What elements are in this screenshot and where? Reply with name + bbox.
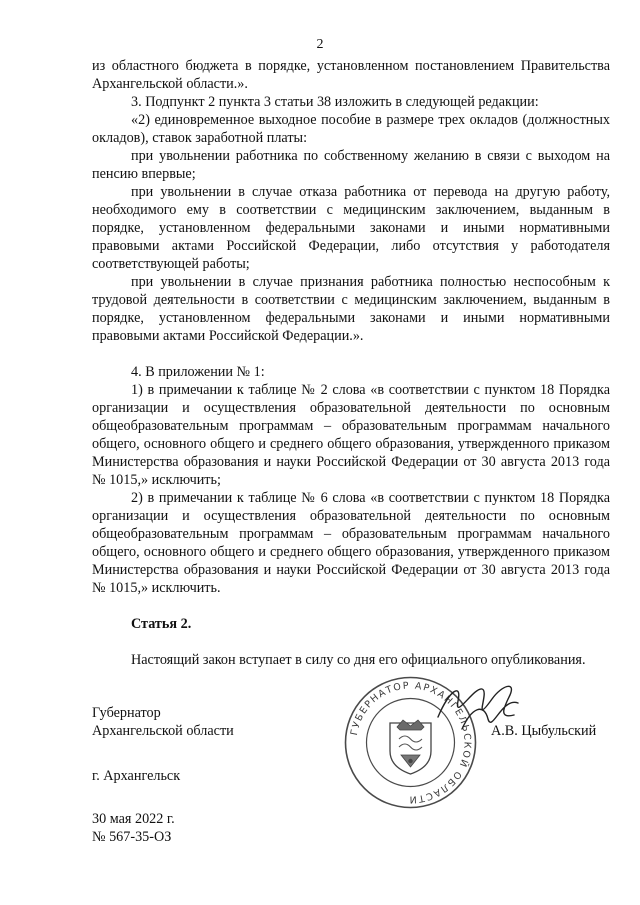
paragraph: 2) в примечании к таблице № 6 слова «в соответствии с пунктом 18 Порядка организации и осуществления образовательной деятельности по основным общеобразовательным программам – образовательным программам начального общего, основного общего и среднего общего образования, утвержденного приказом Министерства образования и науки Российской Федерации от 30 августа 2013 года № 1015,» исключить. xyxy=(92,490,610,596)
paragraph: 4. В приложении № 1: xyxy=(131,364,265,380)
paragraph: из областного бюджета в порядке, установленном постановлением Правительства Архангельской области.». xyxy=(92,58,610,92)
place-of-signing: г. Архангельск xyxy=(92,768,181,784)
signatory-title-line1: Губернатор xyxy=(92,705,161,721)
paragraph: «2) единовременное выходное пособие в размере трех окладов (должностных окладов), ставок заработной платы: xyxy=(92,112,610,146)
law-number: № 567-35-ОЗ xyxy=(92,829,172,845)
paragraph: при увольнении в случае отказа работника от перевода на другую работу, необходимого ему в соответствии с медицинским заключением, выданным в порядке, установленном федеральными законами и иными нормативными правовыми актами Российской Федерации, либо отсутствия у работодателя соответствующей работы; xyxy=(92,184,610,272)
article-text: Настоящий закон вступает в силу со дня его официального опубликования. xyxy=(131,652,586,668)
paragraph: при увольнении в случае признания работника полностью неспособным к трудовой деятельности в соответствии с медицинским заключением, выданным в порядке, установленном федеральными законами и иными нормативными правовыми актами Российской Федерации.». xyxy=(92,274,610,344)
law-body xyxy=(92,57,610,669)
signing-date: 30 мая 2022 г. xyxy=(92,811,175,827)
paragraph: 3. Подпункт 2 пункта 3 статьи 38 изложить в следующей редакции: xyxy=(131,94,539,110)
article-heading: Статья 2. xyxy=(131,616,192,632)
paragraph: при увольнении работника по собственному желанию в связи с выходом на пенсию впервые; xyxy=(92,148,610,182)
signatory-name: А.В. Цыбульский xyxy=(491,723,597,739)
page-number: 2 xyxy=(316,37,324,52)
signatory-title-line2: Архангельской области xyxy=(92,723,234,739)
paragraph: 1) в примечании к таблице № 2 слова «в соответствии с пунктом 18 Порядка организации и осуществления образовательной деятельности по основным общеобразовательным программам – образовательным программам начального общего, основного общего и среднего общего образования, утвержденного приказом Министерства образования и науки Российской Федерации от 30 августа 2013 года № 1015,» исключить; xyxy=(92,382,610,488)
seal-ring-text: ГУБЕРНАТОР АРХАНГЕЛЬСКОЙ ОБЛАСТИ xyxy=(348,680,473,805)
handwritten-signature-icon xyxy=(432,677,524,737)
